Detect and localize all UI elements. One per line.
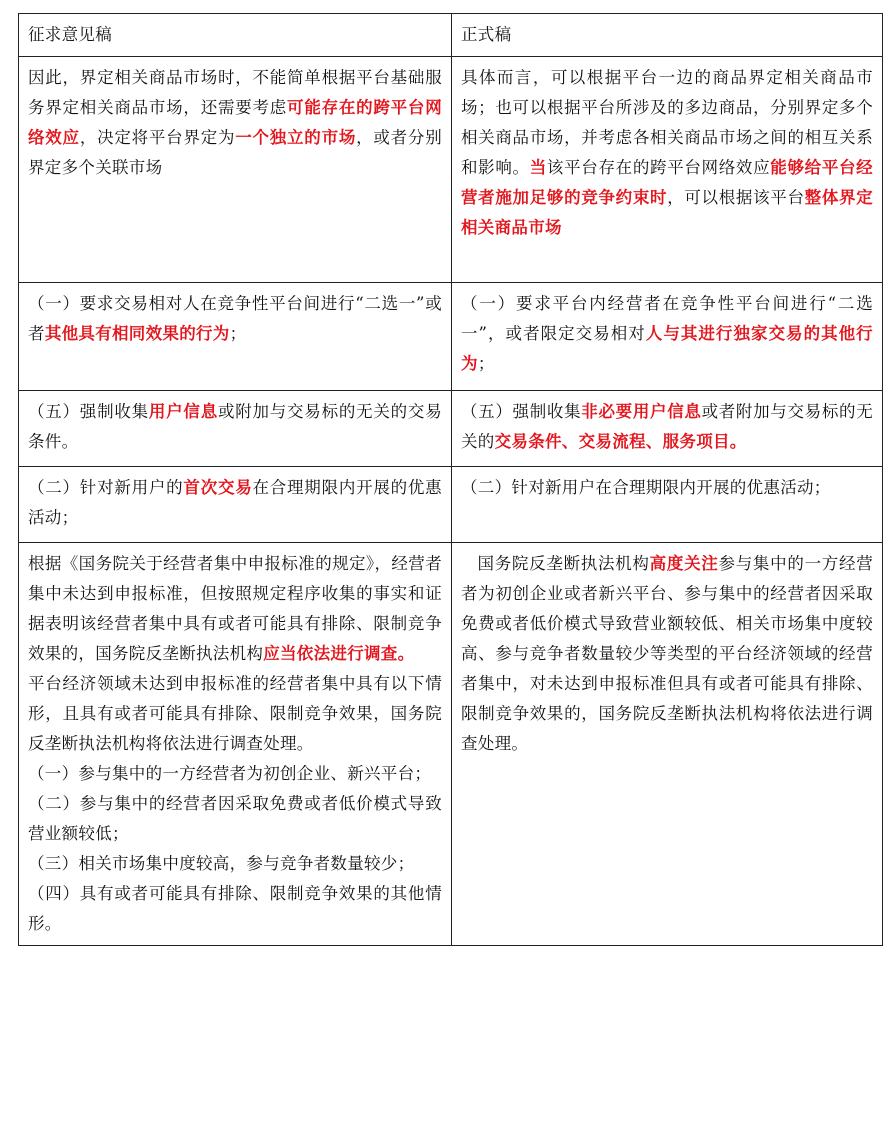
cell-draft (19, 543, 452, 946)
header-draft: 征求意见稿 (19, 14, 452, 57)
comparison-table (18, 13, 883, 946)
table-row (19, 543, 883, 946)
cell-draft (19, 57, 452, 283)
cell-draft (19, 283, 452, 391)
table-row (19, 391, 883, 467)
header-final: 正式稿 (452, 14, 883, 57)
paragraph: （二）针对新用户在合理期限内开展的优惠活动； (461, 478, 831, 497)
paragraph: （三）相关市场集中度较高，参与竞争者数量较少； (28, 854, 415, 873)
paragraph: （二）参与集中的经营者因采取免费或者低价模式导致营业额较低； (28, 794, 442, 843)
cell-draft (19, 467, 452, 543)
paragraph: 平台经济领域未达到申报标准的经营者集中具有以下情形，且具有或者可能具有排除、限制竞争效果，国务院反垄断执法机构将依法进行调查处理。 (28, 674, 442, 753)
header-row (19, 14, 883, 57)
paragraph: （二）针对新用户的首次交易在合理期限内开展的优惠活动； (28, 478, 442, 527)
table-row (19, 467, 883, 543)
cell-final (452, 391, 883, 467)
paragraph: （五）强制收集用户信息或附加与交易标的无关的交易条件。 (28, 402, 442, 451)
paragraph: （一）参与集中的一方经营者为初创企业、新兴平台； (28, 764, 432, 783)
cell-final (452, 543, 883, 946)
table-row (19, 57, 883, 283)
paragraph: （一）要求平台内经营者在竞争性平台间进行“二选一”，或者限定交易相对人与其进行独家交易的其他行为； (461, 294, 873, 373)
cell-final (452, 467, 883, 543)
paragraph: 根据《国务院关于经营者集中申报标准的规定》，经营者集中未达到申报标准，但按照规定程序收集的事实和证据表明该经营者集中具有或者可能具有排除、限制竞争效果的，国务院反垄断执法机构应当依法进行调查。 (28, 554, 442, 663)
cell-final (452, 283, 883, 391)
table-row (19, 283, 883, 391)
paragraph: （五）强制收集非必要用户信息或者附加与交易标的无关的交易条件、交易流程、服务项目。 (461, 402, 873, 451)
paragraph: （一）要求交易相对人在竞争性平台间进行“二选一”或者其他具有相同效果的行为； (28, 294, 442, 343)
paragraph: 因此，界定相关商品市场时，不能简单根据平台基础服务界定相关商品市场，还需要考虑可能存在的跨平台网络效应，决定将平台界定为一个独立的市场，或者分别界定多个关联市场 (28, 68, 443, 177)
cell-final (452, 57, 883, 283)
paragraph: 国务院反垄断执法机构高度关注参与集中的一方经营者为初创企业或者新兴平台、参与集中的经营者因采取免费或者低价模式导致营业额较低、相关市场集中度较高、参与竞争者数量较少等类型的平台经济领域的经营者集中，对未达到申报标准但具有或者可能具有排除、限制竞争效果的，国务院反垄断执法机构将依法进行调查处理。 (461, 554, 874, 753)
paragraph: 具体而言，可以根据平台一边的商品界定相关商品市场；也可以根据平台所涉及的多边商品，分别界定多个相关商品市场，并考虑各相关商品市场之间的相互关系和影响。当该平台存在的跨平台网络效应能够给平台经营者施加足够的竞争约束时，可以根据该平台整体界定相关商品市场 (461, 68, 874, 237)
cell-draft (19, 391, 452, 467)
paragraph: （四）具有或者可能具有排除、限制竞争效果的其他情形。 (28, 884, 442, 933)
